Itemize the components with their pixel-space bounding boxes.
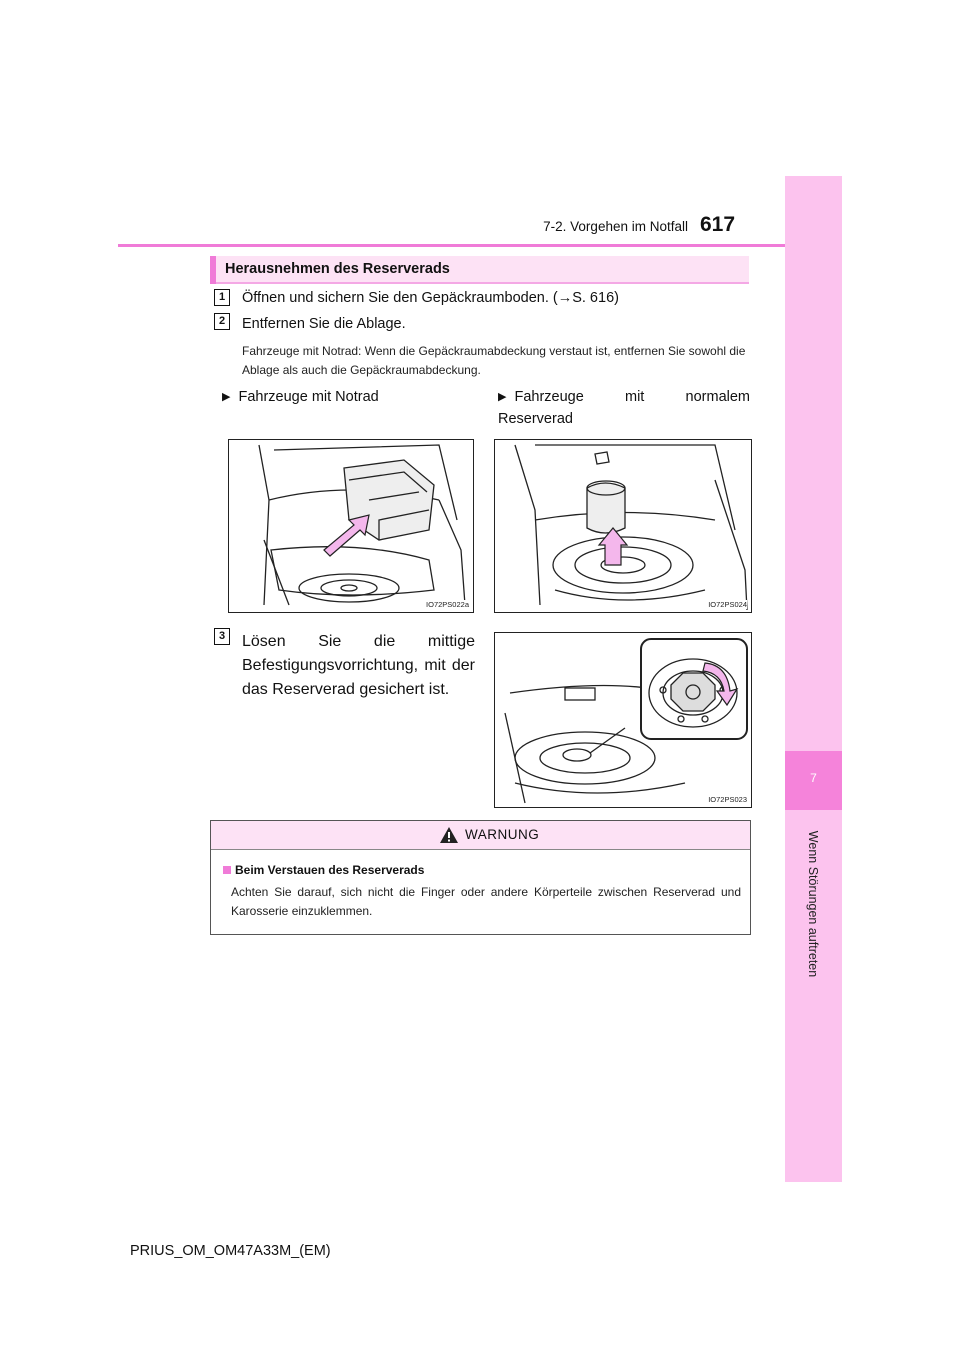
figure-code: IO72PS022a — [426, 600, 469, 609]
variant-label-left — [222, 386, 379, 408]
chapter-side-tab — [785, 176, 842, 1182]
lift-arrow-icon — [324, 515, 369, 556]
figure-trunk-full-spare — [494, 439, 752, 613]
step-number-3: 3 — [214, 628, 230, 645]
warning-triangle-icon — [439, 826, 459, 844]
warning-box — [210, 820, 751, 935]
warning-subheading — [223, 863, 424, 877]
step-1-text: Öffnen und sichern Sie den Gepäckraumboden. (→S. 616) — [242, 290, 619, 306]
trunk-illustration — [229, 440, 473, 612]
trunk-illustration — [495, 440, 751, 612]
triangle-bullet-icon: ▶ — [222, 391, 231, 403]
warning-header — [211, 821, 750, 850]
figure-spare-center-fastener — [494, 632, 752, 808]
chapter-number: 7 — [810, 771, 817, 785]
variant-label-right — [498, 386, 750, 430]
figure-code: IO72PS024 — [708, 600, 747, 609]
square-bullet-icon — [223, 866, 231, 874]
variant-left-text: Fahrzeuge mit Notrad — [238, 389, 379, 405]
step-2-note: Fahrzeuge mit Notrad: Wenn die Gepäckraumabdeckung verstaut ist, entfernen Sie sowohl die Ablage als auch die Gepäckraumabdeckung. — [242, 344, 746, 377]
section-heading — [210, 256, 749, 284]
chapter-title: Wenn Störungen auftreten — [806, 830, 820, 978]
header-rule — [118, 244, 841, 247]
page-number: 617 — [700, 213, 736, 236]
variant-right-text: Fahrzeuge mit normalem Reserverad — [498, 389, 750, 427]
step-3-text: Lösen Sie die mittige Befestigungsvorrichtung, mit der das Reserverad gesichert ist. — [242, 633, 475, 698]
heading-accent-bar — [210, 256, 216, 284]
warning-body: Achten Sie darauf, sich nicht die Finger oder andere Körperteile zwischen Reserverad und Karosserie einzuklemmen. — [231, 885, 741, 918]
triangle-bullet-icon: ▶ — [498, 391, 507, 403]
heading-text: Herausnehmen des Reserverads — [225, 261, 450, 277]
warning-subheading-text: Beim Verstauen des Reserverads — [235, 863, 425, 877]
step-number-1: 1 — [214, 289, 230, 306]
step-number-2: 2 — [214, 313, 230, 330]
manual-code: PRIUS_OM_OM47A33M_(EM) — [130, 1243, 331, 1259]
figure-code: IO72PS023 — [708, 795, 747, 804]
section-label: 7-2. Vorgehen im Notfall — [543, 219, 688, 234]
figure-trunk-temporary-spare — [228, 439, 474, 613]
warning-title: WARNUNG — [465, 827, 540, 842]
fastener-illustration — [495, 633, 751, 807]
step-2-text: Entfernen Sie die Ablage. — [242, 316, 406, 332]
